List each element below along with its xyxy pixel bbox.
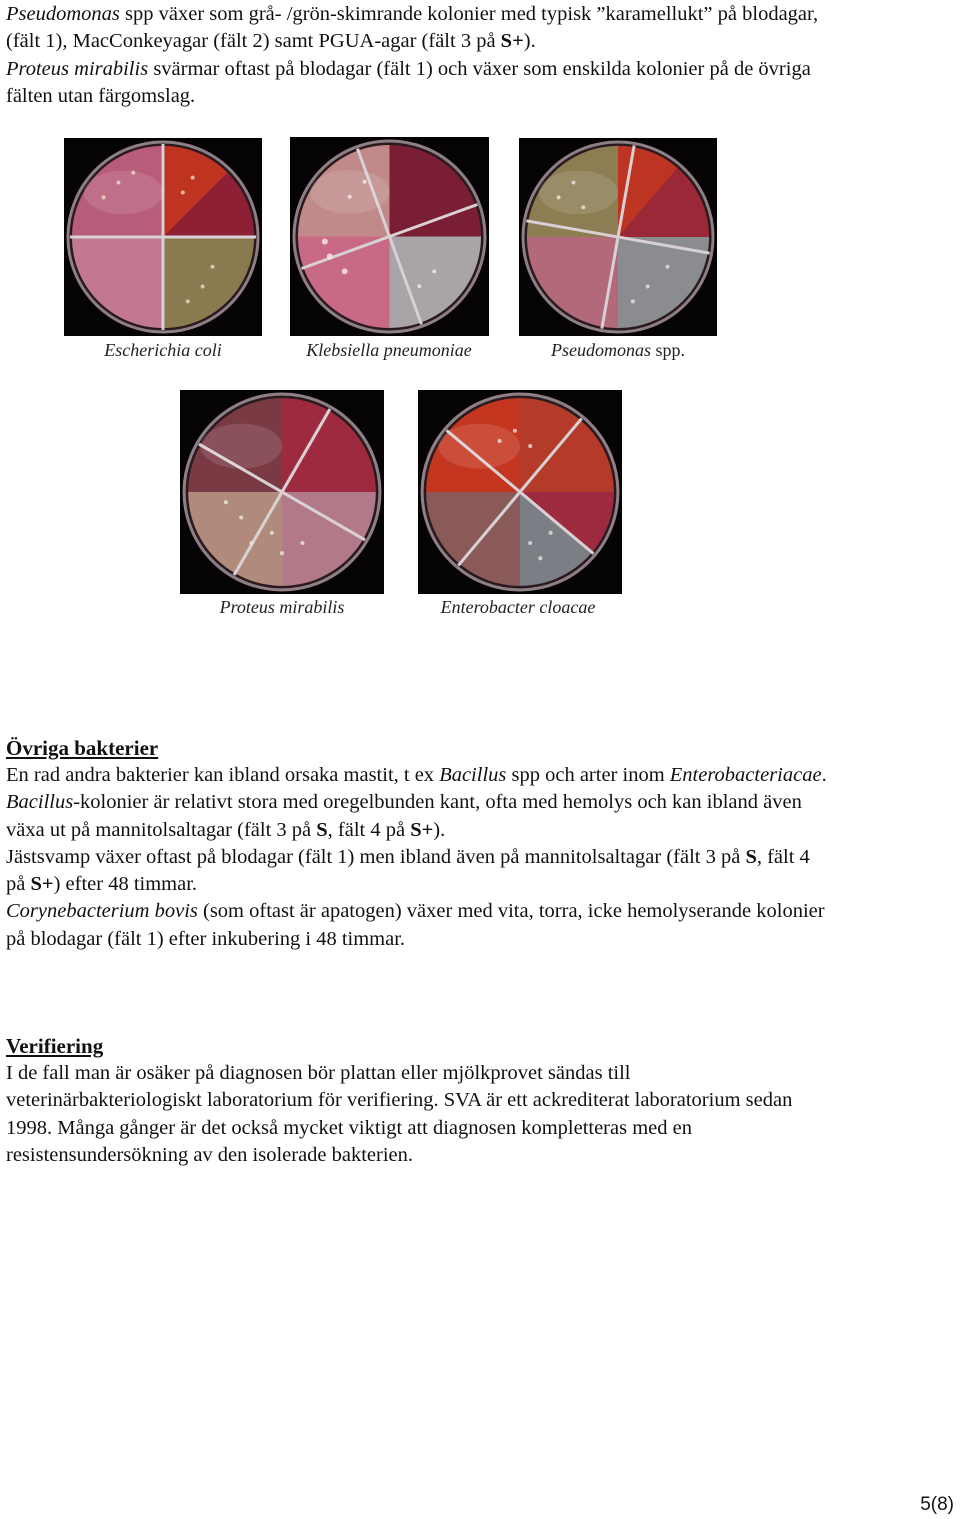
figure-caption-enterobacter-cloacae: Enterobacter cloacae	[440, 597, 596, 617]
plate-photo-proteus-mirabilis	[180, 390, 384, 594]
plate-photo-pseudomonas	[519, 138, 717, 336]
verification-line-1: I de fall man är osäker på diagnosen bör plattan eller mjölkprovet sändas till	[6, 1062, 631, 1084]
plate-photo-klebsiella-pneumoniae	[290, 137, 489, 336]
section-heading-other-bacteria: Övriga bakterier	[6, 736, 159, 760]
plate-photo-enterobacter-cloacae	[418, 390, 622, 594]
figure-caption-escherichia-coli: Escherichia coli	[104, 340, 222, 360]
page-number: 5(8)	[920, 1494, 954, 1515]
plate-photo-escherichia-coli	[64, 138, 262, 336]
intro-paragraph	[6, 1, 936, 110]
other-bacteria-line-1: En rad andra bakterier kan ibland orsaka mastit, t ex Bacillus spp och arter inom Enterobacteriacae.	[6, 764, 827, 786]
other-bacteria-line-7: på blodagar (fält 1) efter inkubering i 48 timmar.	[6, 927, 406, 950]
other-bacteria-line-4: Jästsvamp växer oftast på blodagar (fält 1) men ibland även på mannitolsaltagar (fält 3 på S, fält 4	[6, 845, 810, 868]
verification-line-3: 1998. Många gånger är det också mycket viktigt att diagnosen kompletteras med en	[6, 1116, 692, 1139]
verification-line-2: veterinärbakteriologiskt laboratorium för verifiering. SVA är ett ackrediterat laboratorium sedan	[6, 1089, 793, 1112]
section-heading-verification: Verifiering	[6, 1034, 104, 1058]
other-bacteria-line-3: växa ut på mannitolsaltagar (fält 3 på S, fält 4 på S+).	[6, 818, 446, 841]
figure-caption-pseudomonas: Pseudomonas spp.	[550, 340, 686, 360]
other-bacteria-line-6: Corynebacterium bovis (som oftast är apatogen) växer med vita, torra, icke hemolyserande kolonier	[6, 900, 825, 923]
figure-caption-proteus-mirabilis: Proteus mirabilis	[219, 597, 345, 617]
intro-line-4: fälten utan färgomslag.	[6, 84, 196, 107]
intro-line-3: Proteus mirabilis svärmar oftast på blodagar (fält 1) och växer som enskilda kolonier på de övriga	[6, 57, 811, 80]
other-bacteria-paragraph	[6, 762, 936, 953]
other-bacteria-line-2: Bacillus-kolonier är relativt stora med oregelbunden kant, ofta med hemolys och kan ibland även	[6, 791, 802, 814]
agar-plate-image	[418, 390, 622, 594]
agar-plate-image	[519, 138, 717, 336]
verification-paragraph	[6, 1060, 936, 1169]
other-bacteria-line-5: på S+) efter 48 timmar.	[6, 873, 198, 896]
agar-plate-image	[180, 390, 384, 594]
agar-plate-image	[290, 137, 489, 336]
agar-plate-image	[64, 138, 262, 336]
figure-caption-klebsiella-pneumoniae: Klebsiella pneumoniae	[306, 340, 472, 360]
intro-line-2: (fält 1), MacConkeyagar (fält 2) samt PGUA-agar (fält 3 på S+).	[6, 30, 536, 53]
intro-line-1: Pseudomonas spp växer som grå- /grön-skimrande kolonier med typisk ”karamellukt” på blodagar,	[6, 3, 819, 25]
verification-line-4: resistensundersökning av den isolerade bakterien.	[6, 1143, 414, 1166]
